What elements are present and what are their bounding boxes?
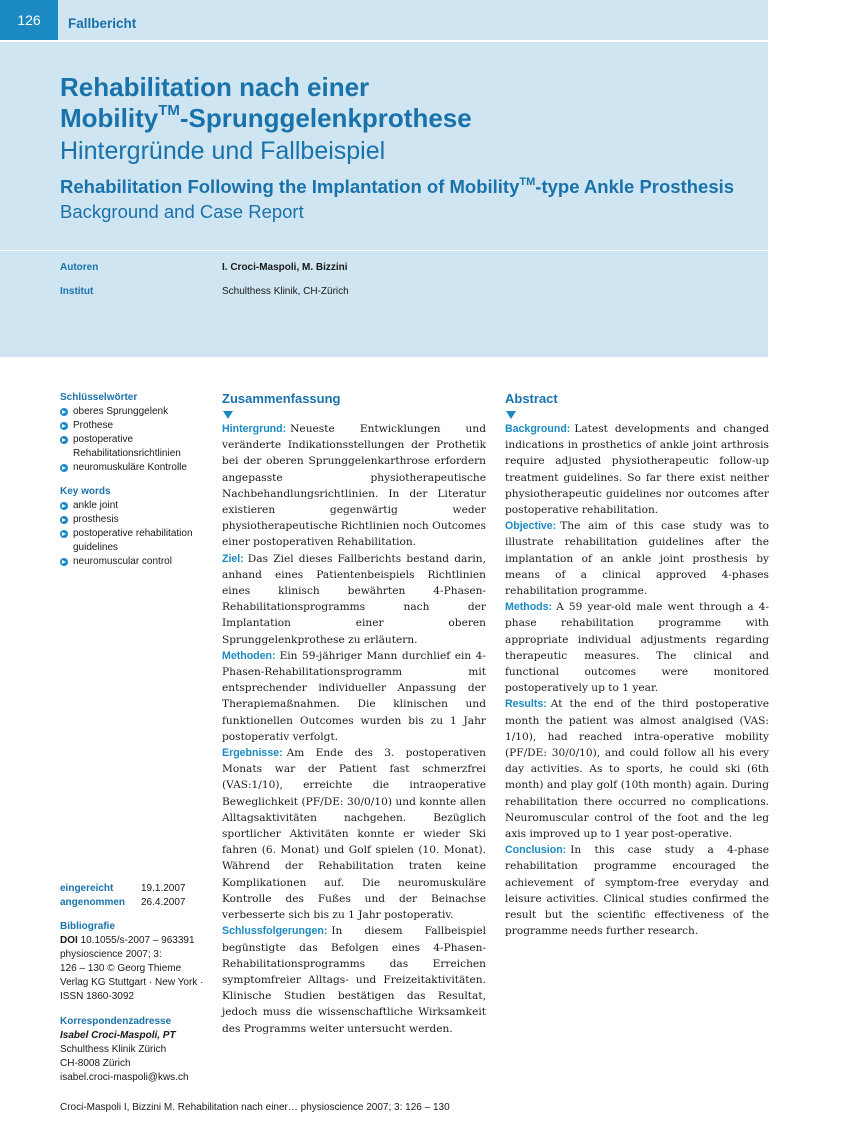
title-en-prefix: Rehabilitation Following the Implantation of Mobility bbox=[60, 176, 520, 197]
title-header bbox=[0, 42, 768, 250]
doi-label: DOI bbox=[60, 935, 78, 946]
keyword-item: ankle joint bbox=[60, 499, 210, 513]
triangle-down-icon bbox=[506, 411, 516, 419]
keyword-item: postoperative Rehabilitationsrichtlinien bbox=[60, 433, 210, 461]
bullet-arrow-icon bbox=[60, 464, 68, 472]
title-de bbox=[60, 72, 750, 134]
abstract-section: Objective: The aim of this case study was to illustrate rehabilitation guidelines after the implantation of an ankle joint prosthesis by means of a clinical approved 4-phases rehabilitation programme. bbox=[505, 520, 769, 598]
title-en bbox=[60, 175, 734, 199]
bibliography-line: Verlag KG Stuttgart · New York · bbox=[60, 977, 204, 988]
summary-de-heading: Zusammenfassung bbox=[222, 391, 341, 406]
bibliography-heading: Bibliografie bbox=[60, 921, 116, 932]
bibliography-line: ISSN 1860-3092 bbox=[60, 991, 134, 1002]
received-label: eingereicht bbox=[60, 883, 114, 894]
doi[interactable]: 10.1055/s-2007 – 963391 bbox=[80, 935, 195, 946]
subtitle-en: Background and Case Report bbox=[60, 201, 304, 222]
correspondence-line: CH-8008 Zürich bbox=[60, 1058, 131, 1069]
keywords-sidebar bbox=[60, 391, 210, 569]
keyword-item: neuromuscular control bbox=[60, 555, 210, 569]
keyword-item: neuromuskuläre Kontrolle bbox=[60, 461, 210, 475]
received-date: 19.1.2007 bbox=[141, 883, 186, 894]
trademark: TM bbox=[519, 175, 536, 188]
keywords-en-heading: Key words bbox=[60, 486, 111, 497]
abstract-section: Conclusion: In this case study a 4-phase rehabilitation programme encouraged the achievement of symptom-free everyday and leisure activities. Clinical studies confirmed the result but the scientific effectiveness of the programme needs further research. bbox=[505, 844, 769, 938]
section-label: Fallbericht bbox=[68, 16, 137, 31]
abstract-section: Background: Latest developments and changed indications in prosthetics of ankle joint arthrosis require adjusted physiotherapeutic follow-up treatment guidelines. So far there exist neither physiotherapeutic guidelines nor outcomes after postoperative rehabilitation. bbox=[505, 423, 769, 517]
subtitle-de: Hintergründe und Fallbeispiel bbox=[60, 137, 386, 165]
correspondence-name: Isabel Croci-Maspoli, PT bbox=[60, 1030, 176, 1041]
accepted-date: 26.4.2007 bbox=[141, 897, 186, 908]
summary-section: Methoden: Ein 59-jähriger Mann durchlief ein 4-Phasen-Rehabilitationsprogramm mit entsprechender individueller Anpassung der Therapiemaßnahmen. Die klinischen und funktionellen Outcomes wurden bis zu 1 Jahr postoperativ verfolgt. bbox=[222, 649, 486, 743]
summary-section: Hintergrund: Neueste Entwicklungen und veränderte Indikationsstellungen der Prothetik bei der oberen Sprunggelenkarthrose erfordern angepasste physiotherapeutische Nachbehandlungsrichtlinien. In der Literatur existieren gegenwärtig weder physiotherapeutische Richtlinien noch Outcomes einer postoperativen Rehabilitation. bbox=[222, 423, 486, 549]
keywords-de-list bbox=[60, 405, 210, 475]
keyword-item: postoperative rehabilitation guidelines bbox=[60, 527, 210, 555]
bullet-arrow-icon bbox=[60, 408, 68, 416]
bibliography bbox=[60, 920, 220, 1004]
title-de-line2-suffix: -Sprunggelenkprothese bbox=[179, 103, 472, 133]
keyword-item: prosthesis bbox=[60, 513, 210, 527]
keyword-item: oberes Sprunggelenk bbox=[60, 405, 210, 419]
bullet-arrow-icon bbox=[60, 558, 68, 566]
keywords-de-heading: Schlüsselwörter bbox=[60, 392, 138, 403]
bibliography-line: 126 – 130 © Georg Thieme bbox=[60, 963, 182, 974]
bibliography-line: physioscience 2007; 3: bbox=[60, 949, 162, 960]
summary-section: Schlussfolgerungen: In diesem Fallbeispiel begünstigte das Befolgen eines 4-Phasen-Rehabilitationsprogramms das Erreichen symptomfreier Alltags- und Freizeitaktivitäten. Klinische Studien bestätigen das Resultat, jedoch muss die wissenschaftliche Wirksamkeit des Programms weiter untersucht werden. bbox=[222, 925, 486, 1035]
accepted-label: angenommen bbox=[60, 897, 126, 908]
keyword-item: Prothese bbox=[60, 419, 210, 433]
bullet-arrow-icon bbox=[60, 530, 68, 538]
author-info bbox=[0, 251, 768, 357]
page-number: 126 bbox=[0, 0, 58, 40]
correspondence bbox=[60, 1015, 220, 1085]
bullet-arrow-icon bbox=[60, 502, 68, 510]
authors: I. Croci-Maspoli, M. Bizzini bbox=[222, 262, 348, 273]
correspondence-email[interactable]: isabel.croci-maspoli@kws.ch bbox=[60, 1072, 189, 1083]
title-de-line1: Rehabilitation nach einer bbox=[60, 72, 370, 102]
institute-label: Institut bbox=[60, 286, 94, 297]
summary-section: Ergebnisse: Am Ende des 3. postoperativen Monats war der Patient fast schmerzfrei (VAS:1/10), erreichte die intraoperative Beweglichkeit (PF/DE: 30/0/10) und konnte allen Alltagsaktivitäten nachgehen. Bezüglich sportlicher Aktivitäten konnte er wieder Ski fahren (6. Monat) und Golf spielen (10. Monat). Während der Rehabilitation traten keine Komplikationen auf. Die neuromuskuläre Kontrolle des Fußes und der Beinachse verbesserte sich bis zu 1 Jahr postoperativ. bbox=[222, 747, 486, 922]
summary-section: Ziel: Das Ziel dieses Fallberichts bestand darin, anhand eines Patientenbeispiels Richtlinien eines klinisch bewährten 4-Phasen-Rehabilitationsprogramms nach der Implantation einer oberen Sprunggelenkprothese zu erläutern. bbox=[222, 552, 486, 646]
correspondence-heading: Korrespondenzadresse bbox=[60, 1016, 172, 1027]
triangle-down-icon bbox=[223, 411, 233, 419]
abstract-en bbox=[505, 391, 769, 940]
correspondence-line: Schulthess Klinik Zürich bbox=[60, 1044, 167, 1055]
bullet-arrow-icon bbox=[60, 436, 68, 444]
trademark: TM bbox=[158, 102, 180, 120]
bullet-arrow-icon bbox=[60, 516, 68, 524]
page-footer: Croci-Maspoli I, Bizzini M. Rehabilitation nach einer… physioscience 2007; 3: 126 – 130 bbox=[60, 1102, 450, 1113]
authors-label: Autoren bbox=[60, 262, 99, 273]
title-de-line2-prefix: Mobility bbox=[60, 103, 159, 133]
bullet-arrow-icon bbox=[60, 422, 68, 430]
summary-de bbox=[222, 391, 486, 1037]
abstract-en-heading: Abstract bbox=[505, 391, 558, 406]
title-en-suffix: -type Ankle Prosthesis bbox=[535, 176, 735, 197]
abstract-section: Results: At the end of the third postoperative month the patient was almost analgised (VAS: 1/10), had reached intra-operative mobility (PF/DE: 30/0/10), and could follow all his every day activities. As to sports, he could ski (6th month) and play golf (10th month) again. During rehabilitation there occurred no complications. Neuromuscular control of the foot and the leg axis improved up to 1 year post-operative. bbox=[505, 698, 769, 841]
abstract-section: Methods: A 59 year-old male went through a 4-phase rehabilitation programme with appropriate individual adjustments regarding therapeutic measures. The clinical and functional outcomes were monitored postoperatively up to 1 year. bbox=[505, 601, 769, 695]
institute: Schulthess Klinik, CH-Zürich bbox=[222, 286, 349, 297]
submission-dates bbox=[60, 882, 186, 910]
keywords-en-list bbox=[60, 499, 210, 569]
